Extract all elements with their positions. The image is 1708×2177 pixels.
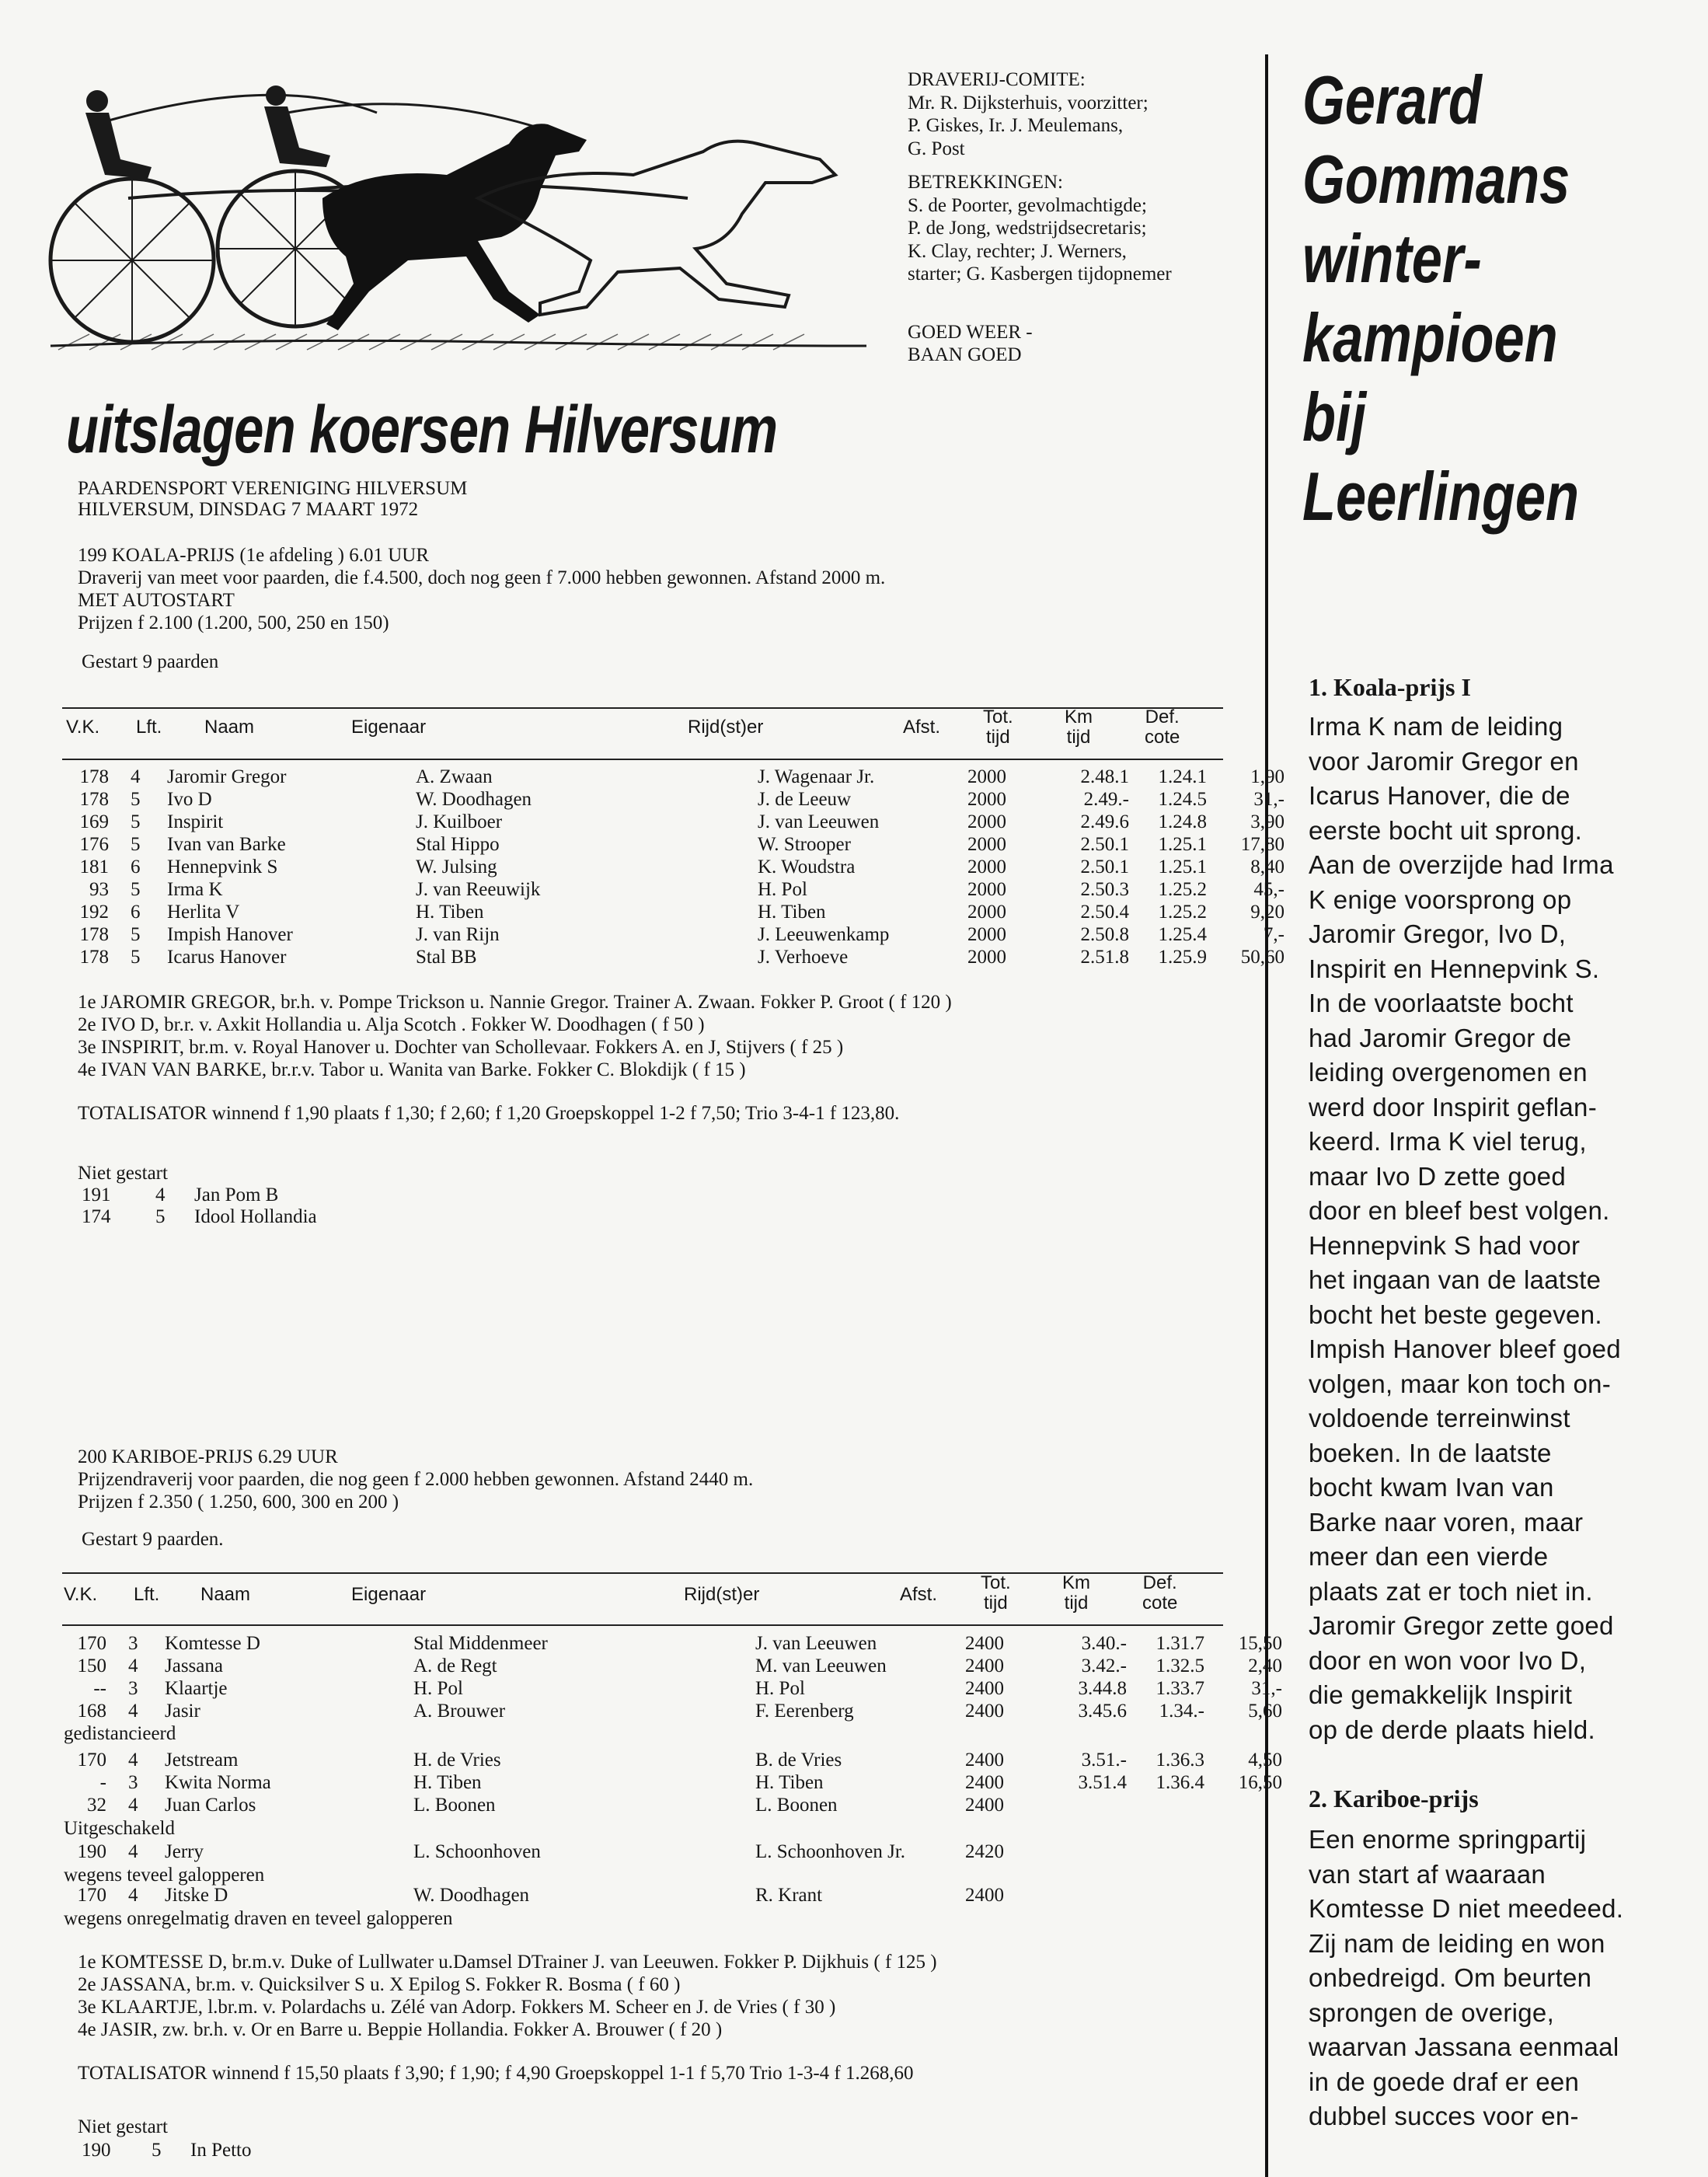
sidebar-title-line: Gommans (1302, 141, 1570, 218)
sidebar-title-line: winter- (1302, 220, 1482, 297)
text-line: Jaromir Gregor, Ivo D, (1309, 919, 1567, 948)
afst-cell: 2400 (965, 1772, 1004, 1793)
col-rijder: Rijd(st)er (684, 1584, 760, 1605)
col-afst: Afst. (903, 717, 941, 738)
col-afst: Afst. (900, 1584, 938, 1605)
race2-eliminated-row: 190 4 Jerry L. Schoonhoven L. Schoonhoven Jr. 2420 (77, 1841, 1004, 1862)
text-line: had Jaromir Gregor de (1309, 1023, 1572, 1052)
tot-tijd-cell (1051, 1794, 1136, 1816)
afst-cell: 2000 (967, 902, 1006, 923)
lft-cell: 3 (128, 1678, 138, 1699)
table-row (66, 856, 1294, 878)
section-text-koala (1309, 710, 1621, 1747)
lft-cell: 5 (131, 879, 141, 900)
lft-cell: 4 (128, 1701, 138, 1722)
col-tot: Tot. tijd (981, 1572, 1011, 1614)
lft-cell: 6 (131, 902, 141, 923)
section-text-kariboe (1309, 1823, 1623, 2134)
vk-cell: 192 (79, 902, 109, 923)
afst-cell: 2000 (967, 766, 1006, 787)
def-cote-cell: 7,- (1263, 924, 1284, 945)
tot-tijd-cell: 2.50.8 (1080, 924, 1129, 945)
def-cote-cell (1214, 1794, 1291, 1816)
naam-cell: Inspirit (167, 811, 224, 832)
col-def: Def. cote (1145, 706, 1180, 748)
km-tijd-cell: 1.36.3 (1156, 1750, 1204, 1771)
eigenaar-cell: L. Boonen (413, 1795, 496, 1816)
race1-results-table (66, 766, 1294, 968)
afst-cell: 2400 (965, 1633, 1004, 1654)
race1-not-started-row: 174 5 Idool Hollandia (82, 1206, 317, 1227)
km-tijd-cell: 1.25.1 (1158, 856, 1207, 877)
lft-cell: 5 (131, 789, 141, 810)
naam-cell: Jaromir Gregor (167, 766, 287, 787)
naam-cell: Klaartje (165, 1678, 228, 1699)
def-cote-cell: 1,90 (1250, 766, 1284, 787)
km-tijd-cell: 1.32.5 (1156, 1655, 1204, 1676)
km-tijd-cell: 1.25.2 (1158, 879, 1207, 900)
col-km: Km tijd (1065, 706, 1093, 748)
lft-cell: 3 (128, 1633, 138, 1654)
rijder-cell: J. van Leeuwen (755, 1633, 877, 1654)
tot-tijd-cell: 2.50.3 (1080, 879, 1129, 900)
afst-cell: 2000 (967, 856, 1006, 877)
placing: 1e KOMTESSE D, br.m.v. Duke of Lullwater u.Damsel DTrainer J. van Leeuwen. Fokker P. Dijkhuis ( f 125 ) (78, 1952, 937, 1973)
eigenaar-cell: J. van Reeuwijk (416, 879, 541, 900)
text-line: door en bleef best volgen. (1309, 1196, 1610, 1225)
comite-line: K. Clay, rechter; J. Werners, (908, 240, 1127, 262)
def-cote-cell: 15,50 (1238, 1633, 1282, 1654)
race2-eliminated-reason: wegens onregelmatig draven en teveel galopperen (64, 1908, 453, 1929)
naam-cell: Hennepvink S (167, 856, 278, 877)
race2-totalisator: TOTALISATOR winnend f 15,50 plaats f 3,90; f 1,90; f 4,90 Groepskoppel 1-1 f 5,70 Trio 1-3-4 f 1.268,60 (78, 2063, 914, 2084)
table-row (66, 901, 1294, 923)
text-line: Jaromir Gregor zette goed (1309, 1611, 1614, 1640)
text-line: bocht het beste gegeven. (1309, 1300, 1602, 1329)
table-row (64, 1632, 1291, 1655)
col-vk: V.K. (64, 1584, 98, 1605)
tot-tijd-cell: 2.50.1 (1080, 834, 1129, 855)
sidebar-title-line: Gerard (1302, 61, 1482, 138)
eigenaar-cell: Stal BB (416, 947, 477, 968)
placing: 4e IVAN VAN BARKE, br.r.v. Tabor u. Wanita van Barke. Fokker C. Blokdijk ( f 15 ) (78, 1059, 746, 1080)
text-line: K enige voorsprong op (1309, 884, 1572, 914)
rijder-cell: J. Verhoeve (758, 947, 849, 968)
def-cote-cell: 9,20 (1250, 902, 1284, 923)
vk-cell: 178 (79, 947, 109, 968)
text-line: Aan de overzijde had Irma (1309, 850, 1614, 879)
text-line: keerd. Irma K viel terug, (1309, 1127, 1587, 1156)
afst-cell: 2000 (967, 789, 1006, 810)
naam-cell: Impish Hanover (167, 924, 293, 945)
def-cote-cell: 4,50 (1248, 1750, 1282, 1771)
afst-cell: 2000 (967, 924, 1006, 945)
table-row (66, 878, 1294, 901)
race2-results-table-b (64, 1749, 1291, 1816)
lft-cell: 5 (131, 947, 141, 968)
km-tijd-cell: 1.34.- (1159, 1701, 1204, 1722)
placing: 1e JAROMIR GREGOR, br.h. v. Pompe Trickson u. Nannie Gregor. Trainer A. Zwaan. Fokker P. Groot ( f 120 ) (78, 992, 952, 1013)
organizer: PAARDENSPORT VERENIGING HILVERSUM (78, 478, 468, 499)
eigenaar-cell: A. Brouwer (413, 1701, 506, 1722)
def-cote-cell: 45,- (1253, 879, 1284, 900)
race2-started: Gestart 9 paarden. (82, 1529, 224, 1550)
lft-cell: 5 (131, 811, 141, 832)
col-eigenaar: Eigenaar (351, 1584, 427, 1605)
section-heading-koala: 1. Koala-prijs I (1309, 673, 1471, 701)
sidebar-title-line: bij (1302, 379, 1367, 455)
race2-not-started-row: 190 5 In Petto (82, 2140, 252, 2161)
def-cote-cell: 8,40 (1250, 856, 1284, 877)
table-row (64, 1655, 1291, 1677)
text-line: Icarus Hanover, die de (1309, 781, 1570, 810)
tot-tijd-cell: 3.51.- (1081, 1750, 1127, 1771)
text-line: leiding overgenomen en (1309, 1058, 1588, 1087)
table-row (66, 923, 1294, 946)
text-line: op de derde plaats hield. (1309, 1715, 1595, 1744)
tot-tijd-cell: 2.50.1 (1080, 856, 1129, 877)
afst-cell: 2400 (965, 1655, 1004, 1676)
lft-cell: 5 (131, 924, 141, 945)
text-line: door en won voor Ivo D, (1309, 1645, 1587, 1675)
vk-cell: - (99, 1772, 106, 1793)
eigenaar-cell: Stal Middenmeer (413, 1633, 548, 1654)
km-tijd-cell: 1.33.7 (1156, 1678, 1204, 1699)
table-row (66, 788, 1294, 811)
eigenaar-cell: H. Tiben (413, 1772, 482, 1793)
rijder-cell: H. Tiben (755, 1772, 824, 1793)
tot-tijd-cell: 2.51.8 (1080, 947, 1129, 968)
text-line: Barke naar voren, maar (1309, 1507, 1584, 1537)
table-row (66, 833, 1294, 856)
col-naam: Naam (204, 717, 255, 738)
text-line: maar Ivo D zette goed (1309, 1161, 1566, 1191)
afst-cell: 2000 (967, 947, 1006, 968)
rijder-cell: J. van Leeuwen (758, 811, 880, 832)
col-km: Km tijd (1062, 1572, 1090, 1614)
eigenaar-cell: W. Doodhagen (416, 789, 532, 810)
race2-conditions: Prijzendraverij voor paarden, die nog geen f 2.000 hebben gewonnen. Afstand 2440 m. (78, 1469, 754, 1490)
col-eigenaar: Eigenaar (351, 717, 427, 738)
tot-tijd-cell: 2.48.1 (1080, 766, 1129, 787)
comite-block (908, 68, 1172, 367)
naam-cell: Jetstream (165, 1750, 239, 1771)
km-tijd-cell: 1.24.8 (1158, 811, 1207, 832)
text-line: waarvan Jassana eenmaal (1309, 2032, 1619, 2061)
afst-cell: 2400 (965, 1795, 1004, 1816)
placing: 2e JASSANA, br.m. v. Quicksilver S u. X Epilog S. Fokker R. Bosma ( f 60 ) (78, 1974, 681, 1995)
km-tijd-cell (1136, 1794, 1214, 1816)
comite-line: BAAN GOED (908, 344, 1022, 365)
rijder-cell: J. de Leeuw (758, 789, 852, 810)
placing: 4e JASIR, zw. br.h. v. Or en Barre u. Beppie Hollandia. Fokker A. Brouwer ( f 20 ) (78, 2019, 723, 2040)
naam-cell: Ivan van Barke (167, 834, 286, 855)
race2-eliminated-reason: wegens teveel galopperen (64, 1865, 265, 1886)
tot-tijd-cell: 3.45.6 (1078, 1701, 1127, 1722)
def-cote-cell: 31,- (1253, 789, 1284, 810)
def-cote-cell: 5,60 (1248, 1701, 1282, 1722)
race1-not-started-row: 191 4 Jan Pom B (82, 1184, 279, 1205)
sidebar-title-line: Leerlingen (1302, 458, 1579, 535)
eigenaar-cell: H. Tiben (416, 902, 484, 923)
text-line: sprongen de overige, (1309, 1997, 1555, 2027)
tot-tijd-cell: 3.42.- (1081, 1655, 1127, 1676)
rijder-cell: K. Woudstra (758, 856, 856, 877)
text-line: die gemakkelijk Inspirit (1309, 1680, 1573, 1709)
afst-cell: 2000 (967, 879, 1006, 900)
lft-cell: 4 (128, 1750, 138, 1771)
def-cote-cell: 50,60 (1240, 947, 1284, 968)
race1-header (78, 544, 885, 634)
vk-cell: 150 (77, 1655, 106, 1676)
comite-line: P. de Jong, wedstrijdsecretaris; (908, 218, 1147, 239)
def-cote-cell: 31,- (1251, 1678, 1282, 1699)
text-line: in de goede draf er een (1309, 2067, 1580, 2096)
text-line: Zij nam de leiding en won (1309, 1928, 1605, 1958)
tot-tijd-cell: 3.51.4 (1078, 1772, 1127, 1793)
race2-eliminated-label: Uitgeschakeld (64, 1818, 176, 1839)
comite-line: Mr. R. Dijksterhuis, voorzitter; (908, 92, 1149, 113)
naam-cell: Komtesse D (165, 1633, 260, 1654)
section-heading-kariboe: 2. Kariboe-prijs (1309, 1785, 1479, 1812)
eigenaar-cell: A. de Regt (413, 1655, 497, 1676)
naam-cell: Jasir (165, 1701, 200, 1722)
tot-tijd-cell: 3.40.- (1081, 1633, 1127, 1654)
rijder-cell: H. Pol (758, 879, 807, 900)
eigenaar-cell: H. de Vries (413, 1750, 501, 1771)
text-line: Irma K nam de leiding (1309, 712, 1563, 741)
rijder-cell: H. Tiben (758, 902, 826, 923)
placing: 3e INSPIRIT, br.m. v. Royal Hanover u. Dochter van Schollevaar. Fokkers A. en J, Stijvers ( f 25 ) (78, 1037, 844, 1058)
col-lft: Lft. (134, 1584, 160, 1605)
afst-cell: 2400 (965, 1701, 1004, 1722)
text-line: dubbel succes voor en- (1309, 2102, 1579, 2130)
table-row (64, 1700, 1291, 1722)
rijder-cell: F. Eerenberg (755, 1701, 854, 1722)
text-line: Impish Hanover bleef goed (1309, 1334, 1621, 1363)
vk-cell: 178 (79, 789, 109, 810)
rijder-cell: J. Leeuwenkamp (758, 924, 890, 945)
race1-started: Gestart 9 paarden (82, 651, 219, 672)
col-naam: Naam (200, 1584, 251, 1605)
text-line: voor Jaromir Gregor en (1309, 746, 1579, 776)
km-tijd-cell: 1.24.1 (1158, 766, 1207, 787)
col-tot: Tot. tijd (983, 706, 1013, 748)
race1-prizes: Prijzen f 2.100 (1.200, 500, 250 en 150) (78, 612, 389, 633)
vk-cell: 170 (77, 1633, 106, 1654)
km-tijd-cell: 1.25.4 (1158, 924, 1207, 945)
text-line: Hennepvink S had voor (1309, 1230, 1581, 1260)
race2-prizes: Prijzen f 2.350 ( 1.250, 600, 300 en 200 ) (78, 1491, 399, 1512)
table-row (66, 946, 1294, 968)
rijder-cell: H. Pol (755, 1678, 805, 1699)
placing: 2e IVO D, br.r. v. Axkit Hollandia u. Alja Scotch . Fokker W. Doodhagen ( f 50 ) (78, 1014, 705, 1035)
table-row (66, 811, 1294, 833)
naam-cell: Icarus Hanover (167, 947, 287, 968)
page-title: uitslagen koersen Hilversum (66, 392, 778, 467)
rijder-cell: M. van Leeuwen (755, 1655, 887, 1676)
vk-cell: 170 (77, 1750, 106, 1771)
km-tijd-cell: 1.24.5 (1158, 789, 1207, 810)
race2-title: 200 KARIBOE-PRIJS 6.29 UUR (78, 1446, 338, 1467)
comite-line: BETREKKINGEN: (908, 172, 1063, 193)
col-lft: Lft. (136, 717, 162, 738)
text-line: boeken. In de laatste (1309, 1438, 1552, 1467)
text-line: meer dan een vierde (1309, 1542, 1549, 1571)
eigenaar-cell: H. Pol (413, 1678, 463, 1699)
rijder-cell: J. Wagenaar Jr. (758, 766, 875, 787)
comite-line: DRAVERIJ-COMITE: (908, 69, 1086, 90)
lft-cell: 6 (131, 856, 141, 877)
comite-line: GOED WEER - (908, 321, 1033, 343)
eigenaar-cell: W. Julsing (416, 856, 497, 877)
text-line: In de voorlaatste bocht (1309, 989, 1574, 1017)
race1-placings (78, 991, 952, 1081)
km-tijd-cell: 1.31.7 (1156, 1633, 1204, 1654)
def-cote-cell: 16,50 (1238, 1772, 1282, 1793)
vk-cell: 93 (89, 879, 109, 900)
race2-header (78, 1446, 753, 1513)
tot-tijd-cell: 3.44.8 (1078, 1678, 1127, 1699)
text-line: Inspirit en Hennepvink S. (1309, 954, 1600, 983)
race2-results-table (64, 1632, 1291, 1722)
def-cote-cell: 17,80 (1240, 834, 1284, 855)
vk-cell: 181 (79, 856, 109, 877)
text-line: plaats zat er toch niet in. (1309, 1576, 1593, 1606)
vk-cell: 168 (77, 1701, 106, 1722)
table-row (64, 1794, 1291, 1816)
comite-line: P. Giskes, Ir. J. Meulemans, (908, 115, 1124, 136)
naam-cell: Irma K (167, 879, 223, 900)
def-cote-cell: 3,90 (1250, 811, 1284, 832)
text-line: Een enorme springpartij (1309, 1825, 1587, 1854)
meeting-date: HILVERSUM, DINSDAG 7 MAART 1972 (78, 499, 419, 520)
text-line: het ingaan van de laatste (1309, 1265, 1602, 1294)
col-vk: V.K. (66, 717, 100, 738)
tot-tijd-cell: 2.50.4 (1080, 902, 1129, 923)
eigenaar-cell: J. van Rijn (416, 924, 500, 945)
km-tijd-cell: 1.36.4 (1156, 1772, 1204, 1793)
naam-cell: Ivo D (167, 789, 212, 810)
naam-cell: Herlita V (167, 902, 240, 923)
afst-cell: 2400 (965, 1750, 1004, 1771)
vk-cell: 178 (79, 766, 109, 787)
text-line: voldoende terreinwinst (1309, 1404, 1570, 1432)
text-line: volgen, maar kon toch on- (1309, 1369, 1612, 1398)
text-line: onbedreigd. Om beurten (1309, 1963, 1592, 1992)
naam-cell: Juan Carlos (165, 1795, 256, 1816)
eigenaar-cell: Stal Hippo (416, 834, 500, 855)
eigenaar-cell: A. Zwaan (416, 766, 493, 787)
comite-line: G. Post (908, 138, 965, 159)
race1-conditions: Draverij van meet voor paarden, die f.4.500, doch nog geen f 7.000 hebben gewonnen. Afstand 2000 m. (78, 567, 886, 588)
lft-cell: 4 (131, 766, 141, 787)
tot-tijd-cell: 2.49.- (1083, 789, 1129, 810)
race1-not-started-label: Niet gestart (78, 1163, 168, 1184)
rijder-cell: B. de Vries (755, 1750, 842, 1771)
text-line: werd door Inspirit geflan- (1309, 1092, 1597, 1122)
vk-cell: 178 (79, 924, 109, 945)
naam-cell: Kwita Norma (165, 1772, 271, 1793)
km-tijd-cell: 1.25.9 (1158, 947, 1207, 968)
afst-cell: 2000 (967, 811, 1006, 832)
def-cote-cell: 2,40 (1248, 1655, 1282, 1676)
vk-cell: -- (93, 1678, 106, 1699)
comite-line: starter; G. Kasbergen tijdopnemer (908, 263, 1172, 284)
vk-cell: 176 (79, 834, 109, 855)
col-rijder: Rijd(st)er (688, 717, 764, 738)
text-line: Komtesse D niet meedeed. (1309, 1894, 1624, 1923)
table-row (64, 1677, 1291, 1700)
harness-racing-illustration (43, 82, 882, 373)
placing: 3e KLAARTJE, l.br.m. v. Polardachs u. Zélé van Adorp. Fokkers M. Scheer en J. de Vries ( f 30 ) (78, 1997, 836, 2018)
vk-cell: 169 (79, 811, 109, 832)
text-line: bocht kwam Ivan van (1309, 1473, 1554, 1502)
sidebar-title-line: kampioen (1302, 299, 1558, 376)
text-line: van start af waaraan (1309, 1859, 1546, 1889)
rijder-cell: W. Strooper (758, 834, 851, 855)
sidebar-title (1302, 61, 1648, 536)
race1-title: 199 KOALA-PRIJS (1e afdeling ) 6.01 UUR (78, 545, 430, 566)
race2-eliminated-row: 170 4 Jitske D W. Doodhagen R. Krant 2400 (77, 1885, 1004, 1906)
race2-not-started-label: Niet gestart (78, 2116, 168, 2137)
km-tijd-cell: 1.25.1 (1158, 834, 1207, 855)
tot-tijd-cell: 2.49.6 (1080, 811, 1129, 832)
race1-totalisator: TOTALISATOR winnend f 1,90 plaats f 1,30; f 2,60; f 1,20 Groepskoppel 1-2 f 7,50; Trio 3-4-1 f 123,80. (78, 1103, 900, 1124)
table-row (64, 1749, 1291, 1771)
lft-cell: 4 (128, 1655, 138, 1676)
table-row (66, 766, 1294, 788)
lft-cell: 3 (128, 1772, 138, 1793)
lft-cell: 5 (131, 834, 141, 855)
eigenaar-cell: J. Kuilboer (416, 811, 503, 832)
col-def: Def. cote (1142, 1572, 1178, 1614)
afst-cell: 2000 (967, 834, 1006, 855)
afst-cell: 2400 (965, 1678, 1004, 1699)
rijder-cell: L. Boonen (755, 1795, 838, 1816)
lft-cell: 4 (128, 1795, 138, 1816)
comite-line: S. de Poorter, gevolmachtigde; (908, 194, 1147, 216)
naam-cell: Jassana (165, 1655, 223, 1676)
vk-cell: 32 (87, 1795, 106, 1816)
race1-start: MET AUTOSTART (78, 590, 235, 611)
text-line: eerste bocht uit sprong. (1309, 815, 1583, 845)
km-tijd-cell: 1.25.2 (1158, 902, 1207, 923)
table-row (64, 1771, 1291, 1794)
race2-placings (78, 1951, 937, 2041)
race2-disqualified-note: gedistancieerd (64, 1723, 176, 1744)
